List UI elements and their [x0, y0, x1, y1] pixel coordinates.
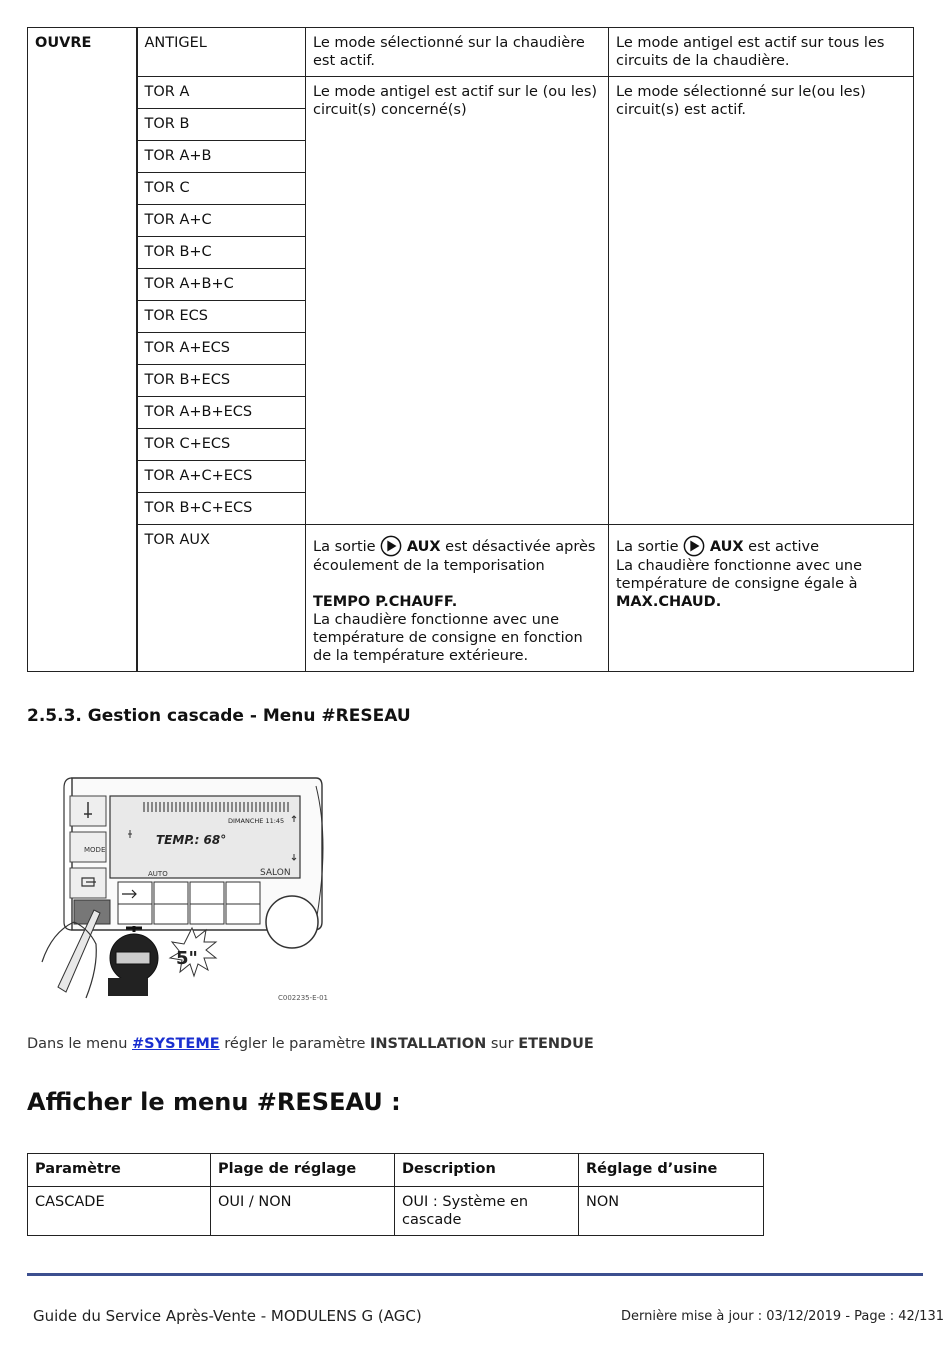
play-aux-icon — [380, 535, 402, 557]
instruction-text — [27, 1036, 594, 1052]
tor-item: TOR C — [137, 173, 306, 205]
tor-item: TOR B — [137, 109, 306, 141]
tor-item: TOR B+C+ECS — [137, 493, 306, 525]
aux-label: AUX — [709, 539, 744, 555]
antigel-cell: ANTIGEL — [137, 28, 306, 77]
tor-aux-col3 — [306, 525, 609, 672]
tor-item: TOR A+C — [137, 205, 306, 237]
mode-button-label: MODE — [84, 846, 106, 854]
tor-item: TOR ECS — [137, 301, 306, 333]
mode-label: OUVRE — [35, 35, 92, 51]
aux-text: La sortie — [313, 539, 376, 555]
tor-item: TOR B+ECS — [137, 365, 306, 397]
instr-mid: régler le paramètre — [224, 1036, 366, 1052]
instr-pre: Dans le menu — [27, 1036, 128, 1052]
cell-reglage: NON — [579, 1187, 764, 1236]
timer-label: 5" — [176, 948, 198, 969]
footer-divider — [27, 1273, 923, 1276]
tor-aux-col4 — [609, 525, 914, 672]
tor-item: TOR C+ECS — [137, 429, 306, 461]
systeme-link[interactable]: #SYSTEME — [132, 1036, 220, 1052]
footer-page-info: Dernière mise à jour : 03/12/2019 - Page : 42/131 — [621, 1309, 944, 1324]
max-chaud-label: MAX.CHAUD. — [616, 594, 722, 610]
aux-text: La sortie — [616, 539, 679, 555]
cell-plage: OUI / NON — [211, 1187, 395, 1236]
lcd-temp: TEMP.: 68° — [156, 833, 227, 847]
figure-caption: C002235-E-01 — [278, 994, 328, 1002]
tempo-label: TEMPO P.CHAUFF. — [313, 594, 458, 610]
tor-col3: Le mode antigel est actif sur le (ou les) circuit(s) concerné(s) — [306, 77, 609, 525]
table-row — [28, 1187, 764, 1236]
mode-table — [27, 27, 914, 672]
cell-parametre: CASCADE — [28, 1187, 211, 1236]
header-plage: Plage de réglage — [211, 1154, 395, 1187]
aux-label: AUX — [406, 539, 441, 555]
tor-item: TOR A+B — [137, 141, 306, 173]
header-description: Description — [395, 1154, 579, 1187]
tor-item: TOR A+ECS — [137, 333, 306, 365]
cell-description: OUI : Système en cascade — [395, 1187, 579, 1236]
tor-item: TOR B+C — [137, 237, 306, 269]
aux-text: est active — [748, 539, 820, 555]
instr-param: INSTALLATION — [369, 1036, 487, 1052]
antigel-col3: Le mode sélectionné sur la chaudière est actif. — [306, 28, 609, 77]
tor-item: TOR A+B+C — [137, 269, 306, 301]
aux-text: La chaudière fonctionne avec une température de consigne égale à — [616, 558, 863, 592]
aux-text: est désactivée après écoulement de la temporisation — [313, 539, 596, 574]
aux-text: La chaudière fonctionne avec une température de consigne en fonction de la température extérieure. — [313, 612, 583, 664]
mode-ouvre-cell — [28, 28, 137, 672]
header-reglage: Réglage d’usine — [579, 1154, 764, 1187]
menu-heading: Afficher le menu #RESEAU : — [27, 1088, 401, 1116]
footer-title: Guide du Service Après-Vente - MODULENS G (AGC) — [33, 1307, 422, 1325]
tor-aux-cell: TOR AUX — [137, 525, 306, 672]
header-parametre: Paramètre — [28, 1154, 211, 1187]
lcd-mode: AUTO — [148, 870, 168, 878]
lcd-day: DIMANCHE 11:45 — [228, 817, 285, 825]
tor-item: TOR A+B+ECS — [137, 397, 306, 429]
tor-item: TOR A+C+ECS — [137, 461, 306, 493]
rotary-dial-icon — [266, 896, 318, 948]
control-panel-illustration — [38, 772, 344, 1004]
antigel-col4: Le mode antigel est actif sur tous les circuits de la chaudière. — [609, 28, 914, 77]
tor-col4: Le mode sélectionné sur le(ou les) circuit(s) est actif. — [609, 77, 914, 525]
instr-value: ETENDUE — [518, 1036, 594, 1052]
tor-item: TOR A — [137, 77, 306, 109]
lcd-salon: SALON — [260, 868, 291, 878]
parameter-table — [27, 1153, 764, 1236]
section-heading: 2.5.3. Gestion cascade - Menu #RESEAU — [27, 706, 411, 726]
instr-sur: sur — [490, 1036, 514, 1052]
play-aux-icon — [683, 535, 705, 557]
